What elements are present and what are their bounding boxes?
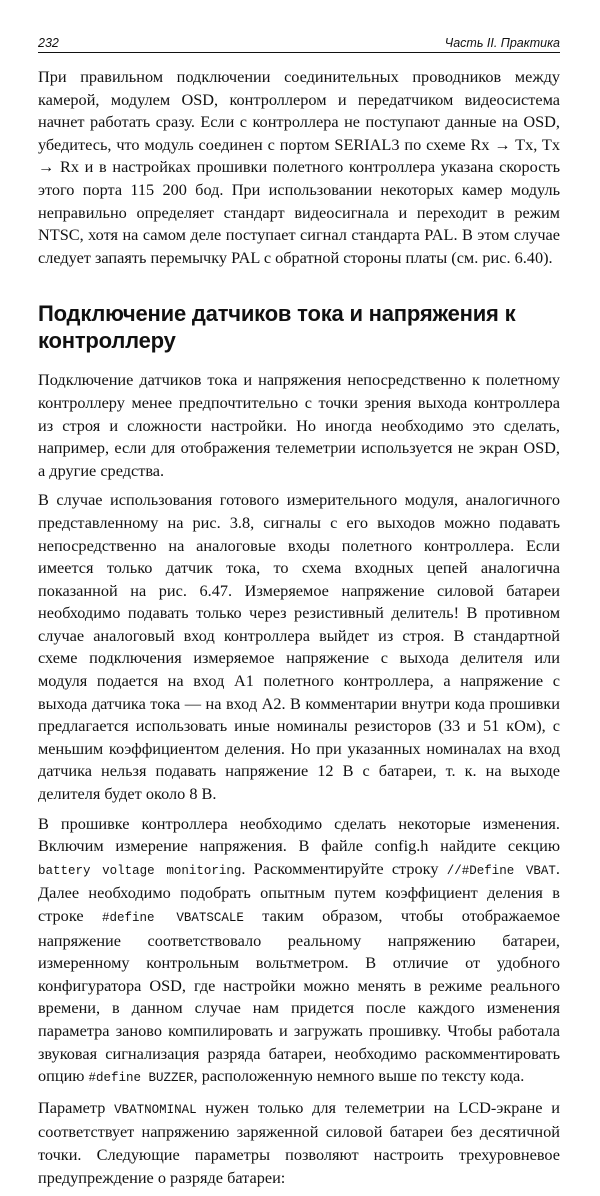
paragraph-measurement-module: В случае использования готового измерительного модуля, аналогичного представленному на рис. 3.8, сигналы с его выходов можно подавать непосредственно на аналоговые входы полетного контроллера. Если имеется только датчик тока, то схема входных цепей аналогична показанной на рис. 6.47. Измеряемое напряжение силовой батареи необходимо подавать только через резистивный делитель! В противном случае аналоговый вход контроллера выйдет из строя. В стандартной схеме подключения измеряемое напряжение с выхода делителя или модуля подается на вход A1 полетного контроллера, а напряжение с выхода датчика тока — на вход A2. В комментарии внутри кода прошивки предлагается использовать иные номиналы резисторов (33 и 51 кОм), с меньшим коэффициентом деления. Но при указанных номиналах на вход датчика нельзя подавать напряжение 12 В с батареи, т. к. на выходе делителя будет около 8 В. <box>38 490 560 804</box>
paragraph-sensors-intro: Подключение датчиков тока и напряжения непосредственно к полетному контроллеру менее предпочтительно с точки зрения выхода контроллера из строя и сложности настройки. Но иногда необходимо это сделать, например, если для отображения телеметрии используется не экран OSD, а другие средства. <box>38 370 560 480</box>
text-run: В прошивке контроллера необходимо сделать некоторые изменения. Включим измерение напряжения. В файле config.h найдите секцию <box>38 813 560 856</box>
section-heading: Подключение датчиков тока и напряжения к контроллеру <box>38 301 516 354</box>
paragraph-vbatnominal <box>38 1097 560 1189</box>
paragraph-osd-connection: При правильном подключении соединительных проводников между камерой, модулем OSD, контроллером и передатчиком видеосистема начнет работать сразу. Если с контроллера не поступают данные на OSD, убедитесь, что модуль соединен с портом SERIAL3 по схеме Rx → Tx, Tx → Rx и в настройках прошивки полетного контроллера указана скорость этого порта 115 200 бод. При использовании некоторых камер модуль неправильно определяет стандарт видеосигнала и переходит в режим NTSC, хотя на самом деле поступает сигнал стандарта PAL. В этом случае следует запаять перемычку PAL с обратной стороны платы (см. рис. 6.40). <box>38 67 560 267</box>
code-vbatscale: #define VBATSCALE <box>101 911 244 925</box>
page-body <box>38 66 560 1196</box>
paragraph-firmware-changes <box>38 813 560 1090</box>
text-run: Параметр <box>38 1097 115 1117</box>
text-run: таким образом, чтобы отображаемое напряжение соответствовало реальному напряжению батареи, измеренному контрольным вольтметром. В отличие от удобного конфигуратора OSD, где настройки можно менять в режиме реального времени, в данном случае нам придется после каждого изменения параметра заново компилировать и загружать прошивку. Чтобы работала звуковая сигнализация разряда батареи, необходимо раскомментировать опцию <box>38 906 560 1086</box>
code-battery-section: battery voltage monitoring <box>38 863 242 878</box>
text-run: . Раскомментируйте строку <box>241 858 447 878</box>
text-run: , расположенную немного выше по тексту кода. <box>193 1066 525 1086</box>
page-number: 232 <box>38 36 59 50</box>
running-title: Часть II. Практика <box>444 36 560 50</box>
code-vbatnominal: VBATNOMINAL <box>114 1102 197 1117</box>
text-run: нужен только для телеметрии на LCD-экране и соответствует напряжению заряженной силовой батареи без десятичной точки. Следующие параметры позволяют настроить трехуровневое предупреждение о разряде батареи: <box>38 1097 561 1187</box>
text-run: . Далее необходимо подобрать опытным путем коэффициент деления в строке <box>38 858 560 925</box>
code-buzzer: #define BUZZER <box>88 1071 194 1086</box>
code-define-vbat: //#Define VBAT <box>446 863 556 878</box>
running-header <box>38 36 560 53</box>
